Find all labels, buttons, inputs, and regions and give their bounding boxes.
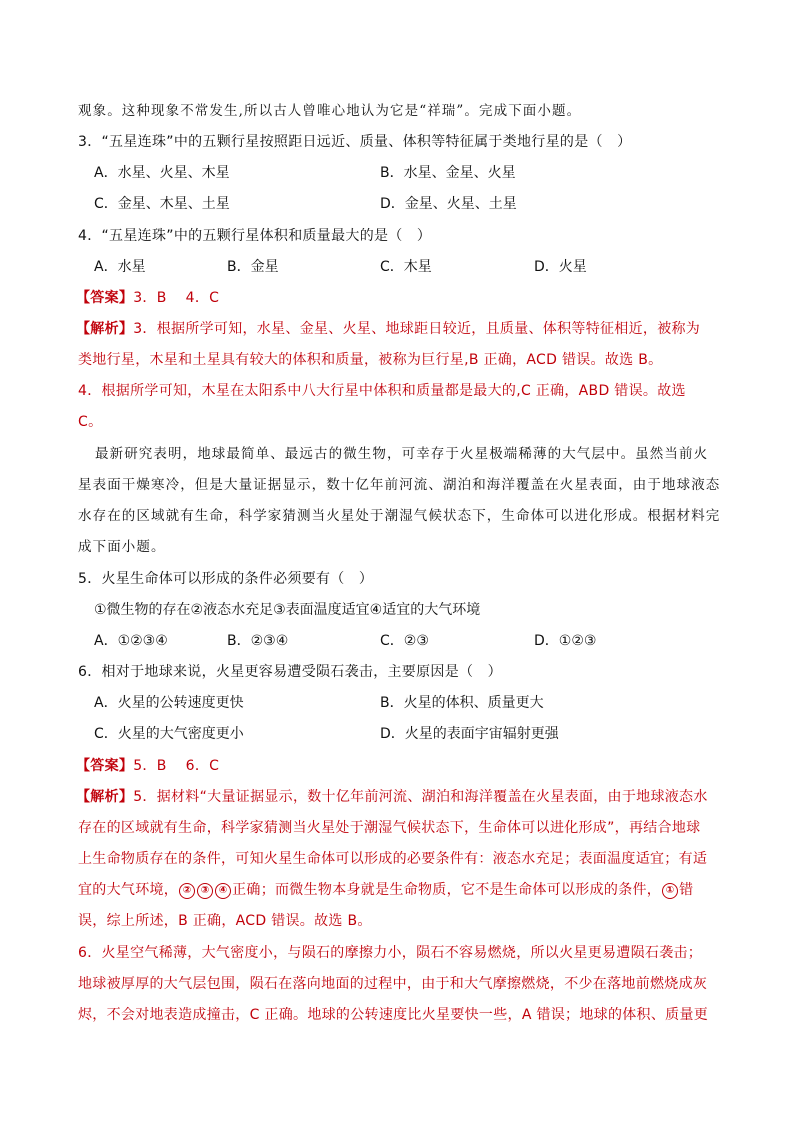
answer-2-text: 5．B 6．C [133,758,220,774]
circled-number-4: ④ [215,883,231,899]
question-6-option-c: C．火星的大气密度更小 [94,726,244,742]
analysis-1-line-1 [76,319,700,339]
question-5-stem: 5．火星生命体可以形成的条件必须要有（ ） [78,571,374,587]
question-5-items: ①微生物的存在②液态水充足③表面温度适宜④适宜的大气环境 [94,602,481,618]
analysis-2-text-1: 5．据材料“大量证据显示，数十亿年前河流、湖泊和海洋覆盖在火星表面，由于地球液态水 [133,789,708,805]
question-4-option-c: C．木星 [380,259,432,275]
analysis-1-text-1: 3．根据所学可知，水星、金星、火星、地球距日较近，且质量、体积等特征相近，被称为 [133,321,701,337]
analysis-2-tag: 【解析】 [76,789,134,805]
analysis-1-tag: 【解析】 [76,321,134,337]
answer-2 [76,756,219,776]
question-3-option-d: D．金星、火星、土星 [380,196,517,212]
question-5-option-a: A．①②③④ [94,633,168,649]
analysis-2-line-6: 6．火星空气稀薄，大气密度小，与陨石的摩擦力小，陨石不容易燃烧，所以火星更易遭陨石袭击； [78,945,703,961]
question-4-option-b: B．金星 [227,259,279,275]
material-line-3: 水存在的区域就有生命，科学家猜测当火星处于潮湿气候状态下，生命体可以进化形成。根据材料完 [78,508,721,524]
question-6-option-d: D．火星的表面宇宙辐射更强 [380,726,559,742]
question-3-option-b: B．水星、金星、火星 [380,165,516,181]
analysis-2-text-4a: 宜的大气环境， [78,882,179,898]
material-line-4: 成下面小题。 [78,539,166,555]
question-5-option-b: B．②③④ [227,633,289,649]
answer-1-text: 3．B 4．C [133,290,220,306]
analysis-2-text-4b: 正确；而微生物本身就是生命物质，它不是生命体可以形成的条件， [232,882,662,898]
question-3-stem: 3．“五星连珠”中的五颗行星按照距日远近、质量、体积等特征属于类地行星的是（ ） [78,134,632,150]
analysis-1-line-4: C。 [78,414,103,430]
answer-1 [76,288,219,308]
analysis-2-line-5: 误，综上所述，B 正确，ACD 错误。故选 B。 [78,913,372,929]
analysis-2-line-1 [76,787,708,807]
question-6-option-b: B．火星的体积、质量更大 [380,695,544,711]
circled-number-3: ③ [197,883,213,899]
answer-1-tag: 【答案】 [76,290,134,306]
question-4-option-a: A．水星 [94,259,146,275]
question-5-option-d: D．①②③ [534,633,597,649]
analysis-2-line-3: 上生命物质存在的条件，可知火星生命体可以形成的必要条件有：液态水充足；表面温度适宜；有适 [78,851,708,867]
analysis-2-line-4 [78,880,693,900]
question-4-stem: 4．“五星连珠”中的五颗行星体积和质量最大的是（ ） [78,228,432,244]
question-4-option-d: D．火星 [534,259,587,275]
analysis-1-line-2: 类地行星，木星和土星具有较大的体积和质量，被称为巨行星,B 正确，ACD 错误。故选 B。 [78,352,663,368]
analysis-2-line-7: 地球被厚厚的大气层包围，陨石在落向地面的过程中，由于和大气摩擦燃烧，不少在落地前燃烧成灰 [78,976,708,992]
analysis-2-line-8: 烬，不会对地表造成撞击，C 正确。地球的公转速度比火星要快一些，A 错误；地球的体积、质量更 [78,1007,709,1023]
answer-2-tag: 【答案】 [76,758,134,774]
material-line-1: 最新研究表明，地球最简单、最远古的微生物，可幸存于火星极端稀薄的大气层中。虽然当前火 [95,446,709,462]
question-6-stem: 6．相对于地球来说，火星更容易遭受陨石袭击，主要原因是（ ） [78,664,502,680]
analysis-2-text-4c: 错 [679,882,694,898]
circled-number-2: ② [179,883,195,899]
question-5-option-c: C．②③ [380,633,429,649]
analysis-1-line-3: 4．根据所学可知，木星在太阳系中八大行星中体积和质量都是最大的,C 正确，ABD 错误。故选 [78,383,686,399]
material-line-2: 星表面干燥寒冷，但是大量证据显示，数十亿年前河流、湖泊和海洋覆盖在火星表面，由于地球液态 [78,477,721,493]
question-3-option-c: C．金星、木星、土星 [94,196,230,212]
analysis-2-line-2: 存在的区域就有生命，科学家猜测当火星处于潮湿气候状态下，生命体可以进化形成”，再结合地球 [78,820,701,836]
circled-number-1: ① [662,883,678,899]
question-6-option-a: A．火星的公转速度更快 [94,695,244,711]
question-3-option-a: A．水星、火星、木星 [94,165,230,181]
intro-tail: 观象。这种现象不常发生,所以古人曾唯心地认为它是“祥瑞”。完成下面小题。 [78,103,582,119]
